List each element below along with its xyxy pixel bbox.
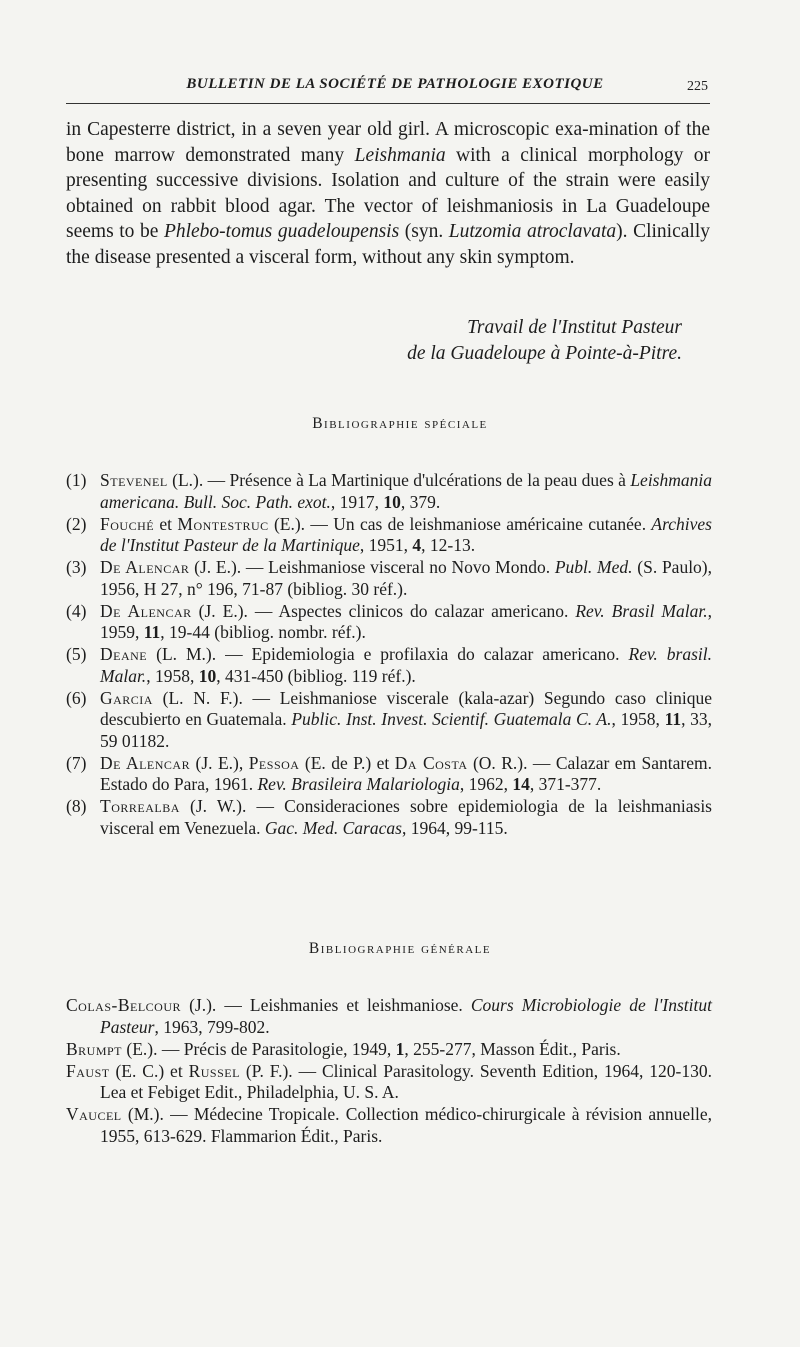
- reference-text: (J. E.). — Aspectes clinicos do calazar americano.: [191, 600, 576, 621]
- reference-text: (O. R.). — Calazar em Santarem. Estado do Para, 1961.: [100, 752, 713, 794]
- reference-journal: Archives de l'Institut Pasteur de la Martinique: [100, 513, 712, 555]
- reference-pages: , 379.: [400, 491, 441, 512]
- reference-pages: , 19-44 (bibliog. nombr. réf.).: [160, 622, 366, 642]
- reference-pages: , 12-13.: [421, 535, 476, 555]
- reference-author: Stevenel: [100, 470, 168, 490]
- reference-item: [66, 796, 712, 839]
- affiliation-signature: [407, 315, 682, 367]
- reference-author: Deane: [100, 644, 148, 664]
- reference-item: [66, 995, 712, 1038]
- reference-journal: Rev. Brasil Malar.: [575, 600, 708, 621]
- reference-author: Russel: [188, 1060, 240, 1081]
- reference-author: Da Costa: [394, 752, 468, 773]
- reference-author: Garcia: [100, 687, 153, 708]
- reference-text: (E.). — Précis de Parasitologie, 1949,: [122, 1038, 396, 1059]
- reference-item: [66, 1039, 712, 1061]
- reference-journal: Leishmania americana. Bull. Soc. Path. exot.: [100, 470, 712, 512]
- reference-author: Vaucel: [66, 1104, 122, 1124]
- reference-number: (7): [66, 752, 87, 773]
- reference-journal: Publ. Med.: [554, 557, 633, 577]
- reference-volume: 11: [664, 709, 682, 729]
- reference-list-generale: [66, 995, 712, 1148]
- running-title: BULLETIN DE LA SOCIÉTÉ DE PATHOLOGIE EXOTIQUE: [186, 76, 604, 92]
- reference-pages: , 1964, 99-115.: [401, 817, 508, 838]
- reference-item: [66, 1061, 712, 1104]
- reference-year: , 1951,: [359, 535, 413, 555]
- reference-author: Torrealba: [100, 796, 180, 816]
- signature-line-2: de la Guadeloupe à Pointe-à-Pitre.: [407, 343, 682, 364]
- reference-year: , 1959,: [100, 600, 712, 642]
- reference-text: (L.). — Présence à La Martinique d'ulcérations de la peau dues à: [167, 470, 631, 490]
- body-italic-2: Phlebo-tomus guadeloupensis: [163, 221, 400, 242]
- reference-pages: (S. Paulo), 1956, H 27, n° 196, 71-87 (bibliog. 30 réf.).: [100, 557, 713, 599]
- reference-list-speciale: [66, 470, 712, 840]
- reference-text: (P. F.). — Clinical Parasitology. Seventh Edition, 1964, 120-130. Lea et Febiget Edit., Philadelphia, U. S. A.: [100, 1060, 712, 1102]
- body-text-2: with a clinical morphology or presenting successive divisions. Isolation and culture of the strain were easily obtained on rabbit blood agar. The vector of leishmaniosis in La Guadeloupe seems to be: [66, 144, 710, 242]
- body-text-1: in Capesterre district, in a seven year old girl. A microscopic exa-mination of the bone marrow demonstrated many: [66, 119, 710, 166]
- reference-journal: Gac. Med. Caracas: [264, 817, 402, 838]
- reference-volume: 10: [198, 665, 217, 686]
- body-italic-1: Leishmania: [354, 144, 446, 166]
- reference-text: (M.). — Médecine Tropicale. Collection médico-chirurgicale à révision annuelle, 1955, 613-629. Flammarion Édit., Paris.: [100, 1104, 712, 1146]
- reference-author: Fouché: [100, 513, 155, 534]
- reference-author: De Alencar: [100, 557, 190, 577]
- reference-item: [66, 1104, 712, 1147]
- reference-author: Montestruc: [177, 513, 269, 534]
- reference-journal: Rev. Brasileira Malariologia: [257, 774, 460, 794]
- signature-line-1: Travail de l'Institut Pasteur: [467, 317, 682, 338]
- reference-pages: , 1963, 799-802.: [154, 1016, 270, 1037]
- header-rule: [66, 103, 710, 104]
- reference-text: et: [154, 513, 178, 534]
- reference-volume: 11: [143, 622, 161, 642]
- reference-year: , 1962,: [459, 774, 513, 794]
- abstract-paragraph: [66, 117, 710, 270]
- reference-number: (1): [66, 470, 87, 490]
- reference-journal: Rev. brasil. Malar.: [100, 644, 712, 686]
- reference-item: [66, 514, 712, 557]
- reference-item: [66, 644, 712, 687]
- reference-author: Pessoa: [248, 752, 300, 773]
- reference-number: (5): [66, 644, 87, 664]
- body-italic-3: Lutzomia atroclavata: [448, 221, 617, 242]
- reference-number: (8): [66, 796, 87, 816]
- body-text-3: (syn.: [399, 221, 449, 242]
- section-title-generale: Bibliographie générale: [308, 940, 492, 957]
- reference-text: (J. E.). — Leishmaniose visceral no Novo Mondo.: [189, 557, 555, 577]
- reference-text: (J.). — Leishmanies et leishmaniose.: [181, 995, 471, 1015]
- section-title-speciale: Bibliographie spéciale: [312, 415, 488, 432]
- reference-volume: 1: [395, 1038, 405, 1059]
- reference-journal: Cours Microbiologie de l'Institut Pasteur: [100, 995, 712, 1037]
- reference-item: [66, 688, 712, 753]
- page-number: 225: [687, 79, 708, 94]
- reference-text: (L. M.). — Epidemiologia e profilaxia do calazar americano.: [147, 644, 629, 664]
- reference-text: (E. de P.) et: [299, 752, 395, 773]
- reference-text: (J. W.). — Consideraciones sobre epidemiologia de la leishmaniasis visceral em Venezuela.: [100, 796, 712, 838]
- reference-text: (J. E.),: [190, 752, 249, 773]
- reference-year: , 1958,: [146, 665, 199, 686]
- reference-item: [66, 601, 712, 644]
- reference-text: (E.). — Un cas de leishmaniose américaine cutanée.: [268, 513, 652, 534]
- reference-number: (6): [66, 687, 87, 708]
- reference-author: Faust: [66, 1060, 110, 1081]
- reference-item: [66, 470, 712, 513]
- reference-number: (3): [66, 557, 87, 577]
- reference-number: (2): [66, 513, 87, 534]
- reference-volume: 10: [383, 491, 401, 512]
- reference-pages: , 33, 59 01182.: [100, 709, 713, 751]
- reference-author: De Alencar: [100, 600, 192, 621]
- reference-author: De Alencar: [100, 752, 191, 773]
- reference-volume: 14: [512, 774, 530, 794]
- reference-text: (L. N. F.). — Leishmaniose viscerale (kala-azar) Segundo caso clinique descubierto en Guatemala.: [100, 687, 712, 729]
- reference-author: Colas-Belcour: [66, 995, 182, 1015]
- reference-number: (4): [66, 600, 87, 621]
- reference-journal: Public. Inst. Invest. Scientif. Guatemala C. A.: [291, 709, 612, 729]
- reference-pages: , 371-377.: [529, 774, 602, 794]
- reference-author: Brumpt: [66, 1038, 123, 1059]
- body-text-4: ). Clinically the disease presented a visceral form, without any skin symptom.: [66, 221, 710, 268]
- reference-item: [66, 557, 712, 600]
- reference-pages: , 431-450 (bibliog. 119 réf.).: [216, 665, 416, 686]
- reference-item: [66, 753, 712, 796]
- reference-text: (E. C.) et: [109, 1060, 189, 1081]
- reference-year: , 1958,: [611, 709, 665, 729]
- reference-year: , 1917,: [330, 491, 384, 512]
- reference-pages: , 255-277, Masson Édit., Paris.: [404, 1038, 621, 1059]
- reference-volume: 4: [412, 535, 422, 555]
